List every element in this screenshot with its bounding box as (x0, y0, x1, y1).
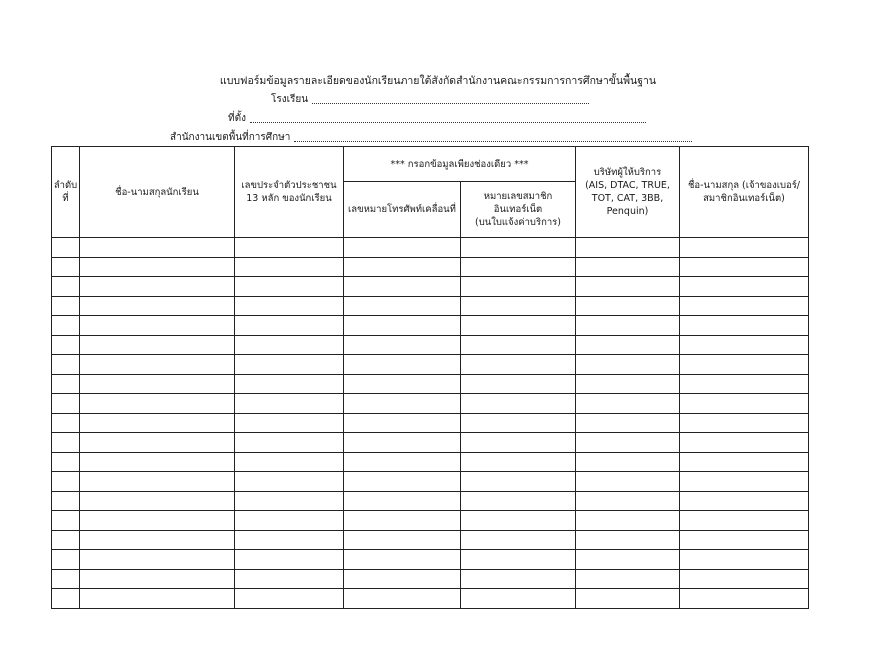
table-row (52, 296, 809, 316)
table-cell[interactable] (461, 472, 576, 492)
table-cell[interactable] (680, 491, 809, 511)
table-cell[interactable] (80, 374, 235, 394)
table-cell[interactable] (235, 589, 344, 609)
table-cell[interactable] (344, 296, 461, 316)
table-cell[interactable] (80, 472, 235, 492)
table-cell[interactable] (52, 569, 80, 589)
header-mobile: เลขหมายโทรศัพท์เคลื่อนที่ (344, 182, 461, 238)
table-cell[interactable] (80, 277, 235, 297)
table-cell[interactable] (576, 569, 680, 589)
form-title: แบบฟอร์มข้อมูลรายละเอียดของนักเรียนภายใต้สังกัดสำนักงานคณะกรรมการการศึกษาขั้นพื้นฐาน (219, 75, 657, 87)
header-owner-name: ชื่อ-นามสกุล (เจ้าของเบอร์/ สมาชิกอินเทอร์เน็ต) (680, 147, 809, 238)
table-cell[interactable] (52, 355, 80, 375)
table-cell[interactable] (461, 589, 576, 609)
table-cell[interactable] (80, 452, 235, 472)
table-cell[interactable] (52, 472, 80, 492)
table-body (52, 238, 809, 609)
table-cell[interactable] (52, 452, 80, 472)
table-cell[interactable] (235, 569, 344, 589)
table-cell[interactable] (461, 374, 576, 394)
table-cell[interactable] (576, 316, 680, 336)
table-cell[interactable] (461, 530, 576, 550)
table-cell[interactable] (80, 355, 235, 375)
table-cell[interactable] (235, 238, 344, 258)
table-cell[interactable] (461, 238, 576, 258)
table-cell[interactable] (344, 257, 461, 277)
table-cell[interactable] (344, 589, 461, 609)
table-row (52, 589, 809, 609)
table-cell[interactable] (680, 296, 809, 316)
table-cell[interactable] (52, 316, 80, 336)
table-cell[interactable] (52, 550, 80, 570)
table-cell[interactable] (344, 550, 461, 570)
table-cell[interactable] (461, 550, 576, 570)
table-cell[interactable] (52, 511, 80, 531)
table-cell[interactable] (235, 511, 344, 531)
school-label: โรงเรียน (271, 94, 309, 105)
table-row (52, 257, 809, 277)
table-cell[interactable] (52, 296, 80, 316)
table-row (52, 316, 809, 336)
table-cell[interactable] (235, 413, 344, 433)
table-cell[interactable] (576, 335, 680, 355)
table-cell[interactable] (344, 472, 461, 492)
table-cell[interactable] (680, 589, 809, 609)
table-cell[interactable] (80, 433, 235, 453)
table-cell[interactable] (461, 433, 576, 453)
table-cell[interactable] (576, 550, 680, 570)
header-student-name: ชื่อ-นามสกุลนักเรียน (80, 147, 235, 238)
table-row (52, 433, 809, 453)
table-cell[interactable] (680, 550, 809, 570)
table-cell[interactable] (461, 452, 576, 472)
table-cell[interactable] (80, 589, 235, 609)
table-cell[interactable] (235, 491, 344, 511)
table-row (52, 277, 809, 297)
table-cell[interactable] (52, 335, 80, 355)
table-cell[interactable] (235, 316, 344, 336)
table-cell[interactable] (680, 257, 809, 277)
table-cell[interactable] (461, 355, 576, 375)
table-row (52, 394, 809, 414)
table-cell[interactable] (461, 316, 576, 336)
table-cell[interactable] (680, 530, 809, 550)
student-data-table (51, 146, 809, 609)
table-row (52, 374, 809, 394)
table-cell[interactable] (680, 569, 809, 589)
table-cell[interactable] (680, 335, 809, 355)
table-cell[interactable] (52, 413, 80, 433)
table-cell[interactable] (80, 569, 235, 589)
table-cell[interactable] (461, 491, 576, 511)
table-cell[interactable] (80, 257, 235, 277)
table-cell[interactable] (576, 394, 680, 414)
table-cell[interactable] (235, 257, 344, 277)
table-cell[interactable] (52, 374, 80, 394)
table-cell[interactable] (344, 335, 461, 355)
table-cell[interactable] (461, 335, 576, 355)
table-cell[interactable] (80, 296, 235, 316)
table-cell[interactable] (344, 491, 461, 511)
table-cell[interactable] (680, 472, 809, 492)
table-cell[interactable] (80, 316, 235, 336)
table-cell[interactable] (344, 530, 461, 550)
table-cell[interactable] (52, 433, 80, 453)
location-label: ที่ตั้ง (228, 113, 246, 124)
table-cell[interactable] (235, 433, 344, 453)
table-cell[interactable] (344, 374, 461, 394)
table-cell[interactable] (576, 589, 680, 609)
table-cell[interactable] (344, 277, 461, 297)
table-cell[interactable] (235, 472, 344, 492)
table-cell[interactable] (576, 355, 680, 375)
table-cell[interactable] (344, 511, 461, 531)
table-cell[interactable] (461, 511, 576, 531)
table-cell[interactable] (235, 335, 344, 355)
header-group-note: *** กรอกข้อมูลเพียงช่องเดียว *** (344, 147, 576, 182)
table-row (52, 569, 809, 589)
table-cell[interactable] (344, 433, 461, 453)
table-cell[interactable] (235, 452, 344, 472)
table-row (52, 355, 809, 375)
table-cell[interactable] (235, 277, 344, 297)
table-row (52, 238, 809, 258)
table-cell[interactable] (52, 491, 80, 511)
table-cell[interactable] (235, 355, 344, 375)
table-cell[interactable] (52, 238, 80, 258)
table-cell[interactable] (80, 335, 235, 355)
table-cell[interactable] (461, 296, 576, 316)
table-cell[interactable] (680, 238, 809, 258)
header-provider: บริษัทผู้ให้บริการ (AIS, DTAC, TRUE, TOT, CAT, 3BB, Penquin) (576, 147, 680, 238)
table-cell[interactable] (680, 374, 809, 394)
table-cell[interactable] (235, 394, 344, 414)
header-internet-member: หมายเลขสมาชิก อินเทอร์เน็ต (บนใบแจ้งค่าบริการ) (461, 182, 576, 238)
header-no: ลำดับ ที่ (52, 147, 80, 238)
table-row (52, 413, 809, 433)
table-cell[interactable] (576, 374, 680, 394)
table-cell[interactable] (344, 452, 461, 472)
table-cell[interactable] (576, 530, 680, 550)
table-cell[interactable] (80, 530, 235, 550)
table-cell[interactable] (344, 569, 461, 589)
table-cell[interactable] (461, 569, 576, 589)
table-cell[interactable] (680, 433, 809, 453)
table-row (52, 511, 809, 531)
school-fill-line[interactable] (312, 93, 589, 104)
table-cell[interactable] (235, 530, 344, 550)
table-row (52, 550, 809, 570)
table-cell[interactable] (52, 257, 80, 277)
table-cell[interactable] (344, 394, 461, 414)
table-cell[interactable] (680, 316, 809, 336)
table-cell[interactable] (576, 452, 680, 472)
table-cell[interactable] (680, 355, 809, 375)
table-cell[interactable] (52, 394, 80, 414)
location-fill-line[interactable] (250, 112, 646, 123)
table-cell[interactable] (576, 433, 680, 453)
table-row (52, 491, 809, 511)
table-cell[interactable] (576, 491, 680, 511)
table-row (52, 530, 809, 550)
table-cell[interactable] (576, 511, 680, 531)
school-line (271, 93, 589, 107)
table-cell[interactable] (80, 238, 235, 258)
table-cell[interactable] (680, 277, 809, 297)
table-row (52, 472, 809, 492)
office-label: สำนักงานเขตพื้นที่การศึกษา (170, 132, 291, 143)
table-cell[interactable] (576, 472, 680, 492)
table-cell[interactable] (52, 277, 80, 297)
table-cell[interactable] (235, 296, 344, 316)
table-cell[interactable] (576, 257, 680, 277)
table-cell[interactable] (80, 394, 235, 414)
table-cell[interactable] (576, 296, 680, 316)
location-line (228, 112, 646, 126)
table-cell[interactable] (344, 238, 461, 258)
table-cell[interactable] (576, 238, 680, 258)
table-row (52, 452, 809, 472)
table-cell[interactable] (80, 550, 235, 570)
table-cell[interactable] (80, 413, 235, 433)
table-cell[interactable] (52, 589, 80, 609)
table-cell[interactable] (576, 413, 680, 433)
table-cell[interactable] (680, 452, 809, 472)
table-cell[interactable] (52, 530, 80, 550)
office-fill-line[interactable] (294, 131, 692, 142)
table-row (52, 335, 809, 355)
table-cell[interactable] (80, 491, 235, 511)
header-id-number: เลขประจำตัวประชาชน 13 หลัก ของนักเรียน (235, 147, 344, 238)
table-cell[interactable] (344, 355, 461, 375)
office-line (170, 131, 692, 145)
table-cell[interactable] (80, 511, 235, 531)
table-cell[interactable] (680, 394, 809, 414)
table-cell[interactable] (461, 394, 576, 414)
table-cell[interactable] (461, 413, 576, 433)
table-cell[interactable] (680, 413, 809, 433)
table-cell[interactable] (461, 257, 576, 277)
table-cell[interactable] (235, 550, 344, 570)
table-cell[interactable] (235, 374, 344, 394)
table-cell[interactable] (461, 277, 576, 297)
table-cell[interactable] (344, 316, 461, 336)
table-cell[interactable] (344, 413, 461, 433)
table-cell[interactable] (680, 511, 809, 531)
table-cell[interactable] (576, 277, 680, 297)
